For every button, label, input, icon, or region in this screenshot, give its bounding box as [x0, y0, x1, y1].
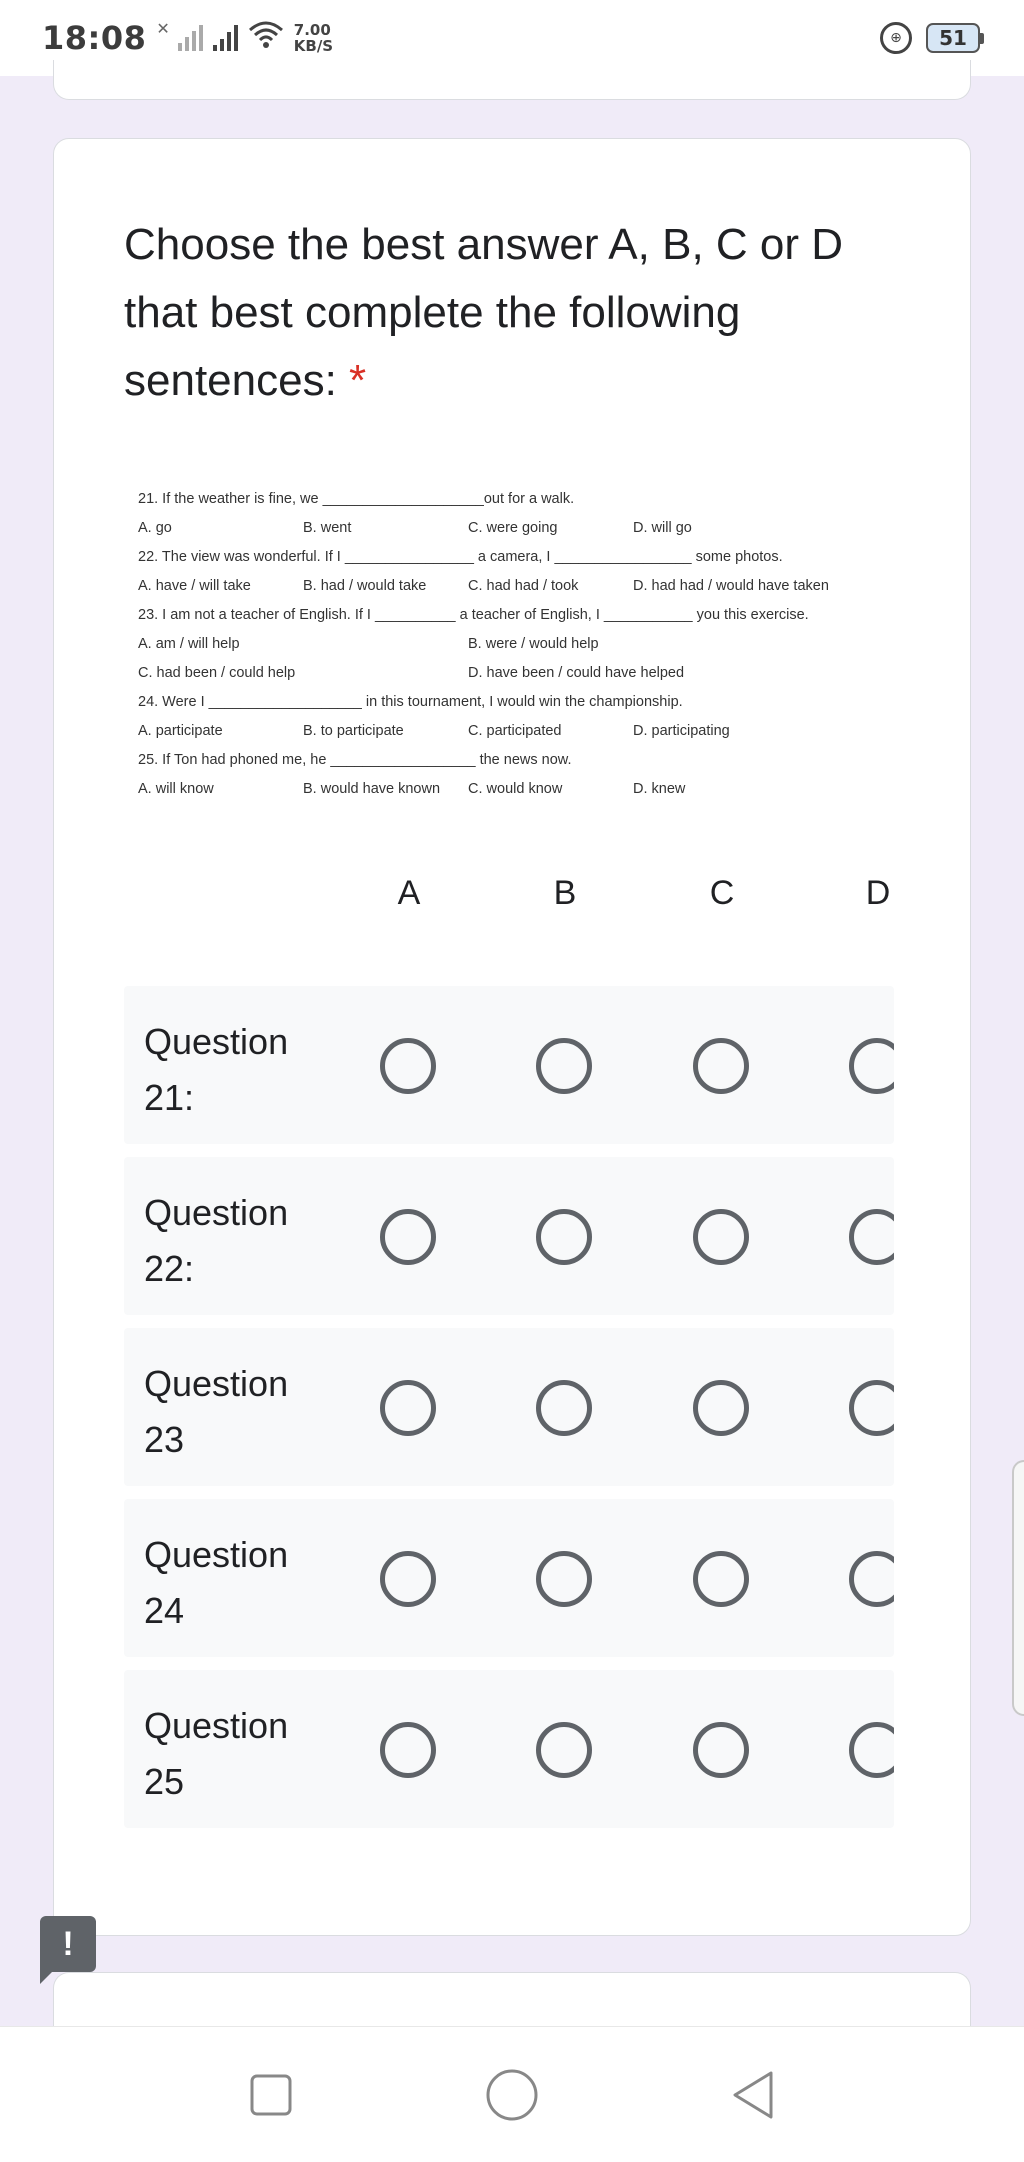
image-option: D. knew: [633, 781, 686, 797]
wifi-icon: [248, 20, 284, 57]
radio-group: [124, 986, 894, 1144]
image-option: C. had been / could help: [138, 665, 296, 681]
battery-tip: [980, 33, 984, 44]
radio-q25-b[interactable]: [536, 1722, 592, 1778]
grid-row-question-22: [124, 1157, 894, 1315]
radio-q21-a[interactable]: [380, 1038, 436, 1094]
image-option: A. will know: [138, 781, 214, 797]
radio-group: [124, 1157, 894, 1315]
row-label: Question 25: [144, 1705, 289, 1802]
radio-q24-c[interactable]: [693, 1551, 749, 1607]
radio-q21-b[interactable]: [536, 1038, 592, 1094]
question-card: [53, 138, 971, 1936]
radio-q24-b[interactable]: [536, 1551, 592, 1607]
grid-row-question-24: [124, 1499, 894, 1657]
image-option: B. were / would help: [468, 636, 599, 652]
network-speed: [294, 22, 333, 54]
row-label: Question 24: [144, 1534, 289, 1631]
image-option: D. had had / would have taken: [633, 578, 829, 594]
radio-q22-c[interactable]: [693, 1209, 749, 1265]
report-abuse-icon[interactable]: !: [40, 1916, 96, 1972]
image-option: D. participating: [633, 723, 730, 739]
grid-row-question-21: [124, 986, 894, 1144]
image-option: C. had had / took: [468, 578, 579, 594]
grid-header: [54, 874, 972, 934]
row-label: Question 21:: [144, 1021, 289, 1118]
radio-group: [124, 1670, 894, 1828]
image-option: C. were going: [468, 520, 558, 536]
speed-value: 7.00: [293, 21, 331, 39]
image-option: C. would know: [468, 781, 563, 797]
data-saver-icon: ⊕: [880, 22, 912, 54]
row-label: Question 23: [144, 1363, 289, 1460]
image-question-24: 24. Were I ___________________ in this tournament, I would win the championship.: [138, 694, 683, 710]
grid-row-question-25: [124, 1670, 894, 1828]
question-title: [124, 211, 904, 415]
radio-q25-a[interactable]: [380, 1722, 436, 1778]
grid-row-question-23: [124, 1328, 894, 1486]
radio-group: [124, 1499, 894, 1657]
radio-q25-c[interactable]: [693, 1722, 749, 1778]
image-option: B. had / would take: [303, 578, 427, 594]
edge-panel-handle[interactable]: [1012, 1460, 1024, 1716]
radio-group: [124, 1328, 894, 1486]
radio-q22-a[interactable]: [380, 1209, 436, 1265]
column-label-b: B: [553, 874, 577, 912]
row-label: Question 22:: [144, 1192, 289, 1289]
image-option: B. would have known: [303, 781, 441, 797]
radio-q22-d[interactable]: [849, 1209, 894, 1265]
column-label-a: A: [397, 874, 421, 912]
column-label-c: C: [709, 874, 735, 912]
image-option: C. participated: [468, 723, 562, 739]
image-question-22: 22. The view was wonderful. If I ________________ a camera, I _________________ some photos.: [138, 549, 783, 565]
clock: 18:08: [42, 19, 147, 57]
radio-q21-c[interactable]: [693, 1038, 749, 1094]
question-title-text: Choose the best answer A, B, C or D that best complete the following sentences:: [124, 220, 844, 405]
radio-q25-d[interactable]: [849, 1722, 894, 1778]
navigation-bar: [0, 2026, 1024, 2162]
image-option: D. have been / could have helped: [468, 665, 685, 681]
home-icon[interactable]: [482, 2065, 542, 2125]
image-option: A. participate: [138, 723, 223, 739]
image-option: A. go: [138, 520, 172, 536]
battery-level: 51: [926, 23, 980, 53]
radio-q24-d[interactable]: [849, 1551, 894, 1607]
image-option: B. to participate: [303, 723, 404, 739]
radio-q24-a[interactable]: [380, 1551, 436, 1607]
signal-sim1-icon: [178, 25, 203, 51]
radio-q23-d[interactable]: [849, 1380, 894, 1436]
column-label-d: D: [865, 874, 891, 912]
radio-q23-a[interactable]: [380, 1380, 436, 1436]
image-question-23: 23. I am not a teacher of English. If I __________ a teacher of English, I ___________ you this exercise.: [138, 607, 809, 623]
battery-icon: [926, 23, 984, 53]
back-icon[interactable]: [723, 2065, 783, 2125]
image-option: D. will go: [633, 520, 692, 536]
status-left: [42, 19, 333, 57]
image-question-25: 25. If Ton had phoned me, he __________________ the news now.: [138, 752, 572, 768]
image-question-21: 21. If the weather is fine, we ____________________out for a walk.: [138, 491, 575, 507]
radio-q23-c[interactable]: [693, 1380, 749, 1436]
required-marker: *: [349, 356, 367, 405]
image-option: A. am / will help: [138, 636, 240, 652]
radio-q21-d[interactable]: [849, 1038, 894, 1094]
next-question-card: [53, 1972, 971, 2032]
radio-q23-b[interactable]: [536, 1380, 592, 1436]
status-right: [880, 22, 984, 54]
previous-question-card: [53, 60, 971, 100]
signal-x-icon: ✕: [156, 19, 170, 38]
image-option: A. have / will take: [138, 578, 251, 594]
radio-q22-b[interactable]: [536, 1209, 592, 1265]
signal-icon: [213, 25, 238, 51]
speed-unit: KB/S: [293, 37, 334, 55]
recent-apps-icon[interactable]: [241, 2065, 301, 2125]
image-option: B. went: [303, 520, 352, 536]
